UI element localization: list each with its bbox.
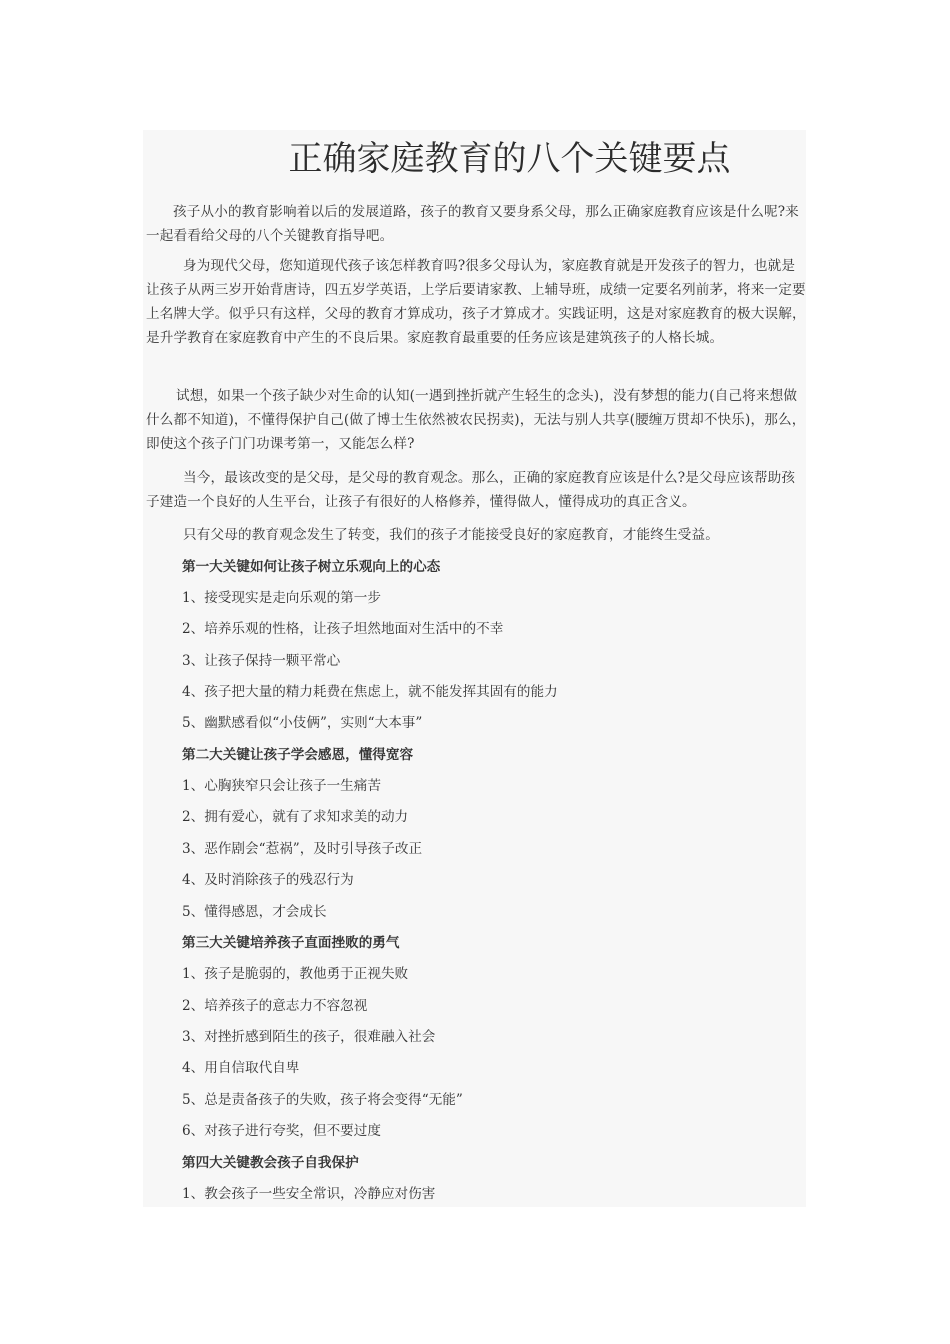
list-item: 2、培养乐观的性格，让孩子坦然地面对生活中的不幸: [182, 621, 504, 637]
article-panel: [143, 130, 806, 1207]
list-item: 5、幽默感看似“小伎俩”，实则“大本事”: [182, 715, 423, 731]
list-item: 4、孩子把大量的精力耗费在焦虑上，就不能发挥其固有的能力: [182, 684, 558, 700]
list-item: 4、用自信取代自卑: [182, 1060, 300, 1076]
list-item: 1、教会孩子一些安全常识，冷静应对伤害: [182, 1186, 436, 1202]
list-item: 1、心胸狭窄只会让孩子一生痛苦: [182, 778, 381, 794]
section-heading: 第一大关键如何让孩子树立乐观向上的心态: [182, 559, 441, 575]
body-paragraph: 只有父母的教育观念发生了转变，我们的孩子才能接受良好的家庭教育，才能终生受益。: [183, 527, 720, 543]
list-item: 2、拥有爱心，就有了求知求美的动力: [182, 809, 409, 825]
intro-paragraph: 孩子从小的教育影响着以后的发展道路，孩子的教育又要身系父母，那么正确家庭教育应该是什么呢?来一起看看给父母的八个关键教育指导吧。: [146, 204, 799, 244]
body-paragraph: 试想，如果一个孩子缺少对生命的认知(一遇到挫折就产生轻生的念头)，没有梦想的能力(自己将来想做什么都不知道)，不懂得保护自己(做了博士生依然被农民拐卖)，无法与别人共享(腰缠万贯却不快乐)，那么，即使这个孩子门门功课考第一，又能怎么样?: [146, 388, 806, 452]
list-item: 1、接受现实是走向乐观的第一步: [182, 590, 381, 606]
list-item: 1、孩子是脆弱的，教他勇于正视失败: [182, 966, 409, 982]
list-item: 5、懂得感恩，才会成长: [182, 904, 327, 920]
list-item: 4、及时消除孩子的残忍行为: [182, 872, 354, 888]
list-item: 5、总是责备孩子的失败，孩子将会变得“无能”: [182, 1092, 463, 1108]
list-item: 6、对孩子进行夸奖，但不要过度: [182, 1123, 381, 1139]
section-heading: 第四大关键教会孩子自我保护: [182, 1155, 359, 1171]
section-heading: 第二大关键让孩子学会感恩，懂得宽容: [182, 747, 414, 763]
list-item: 3、恶作剧会“惹祸”，及时引导孩子改正: [182, 841, 423, 857]
list-item: 3、让孩子保持一颗平常心: [182, 653, 341, 669]
list-item: 2、培养孩子的意志力不容忽视: [182, 998, 368, 1014]
section-heading: 第三大关键培养孩子直面挫败的勇气: [182, 935, 400, 951]
page-title: 正确家庭教育的八个关键要点: [288, 139, 731, 179]
body-paragraph: 当今，最该改变的是父母，是父母的教育观念。那么，正确的家庭教育应该是什么?是父母应该帮助孩子建造一个良好的人生平台，让孩子有很好的人格修养，懂得做人，懂得成功的真正含义。: [146, 470, 796, 510]
body-paragraph: 身为现代父母，您知道现代孩子该怎样教育吗?很多父母认为，家庭教育就是开发孩子的智力，也就是让孩子从两三岁开始背唐诗，四五岁学英语，上学后要请家教、上辅导班，成绩一定要名列前茅，将来一定要上名牌大学。似乎只有这样，父母的教育才算成功，孩子才算成才。实践证明，这是对家庭教育的极大误解，是升学教育在家庭教育中产生的不良后果。家庭教育最重要的任务应该是建筑孩子的人格长城。: [146, 258, 806, 346]
list-item: 3、对挫折感到陌生的孩子，很难融入社会: [182, 1029, 436, 1045]
